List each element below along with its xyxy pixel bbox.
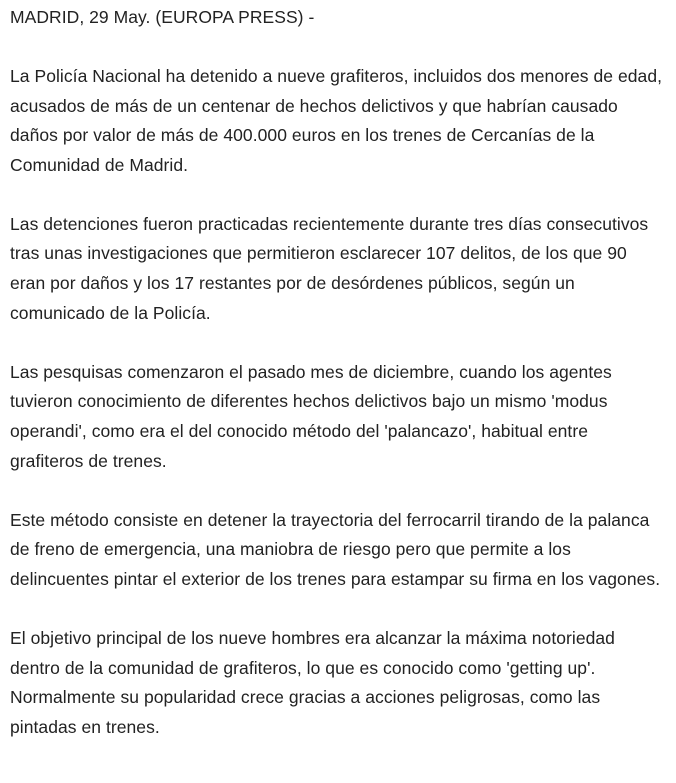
- article-paragraph: El objetivo principal de los nueve hombres era alcanzar la máxima notoriedad dentro de la comunidad de grafiteros, lo que es conocido como 'getting up'. Normalmente su popularidad crece gracias a acciones peligrosas, como las pintadas en trenes.: [10, 627, 615, 737]
- dateline: MADRID, 29 May. (EUROPA PRESS) -: [10, 7, 315, 27]
- article-paragraph: Las pesquisas comenzaron el pasado mes de diciembre, cuando los agentes tuvieron conocimiento de diferentes hechos delictivos bajo un mismo 'modus operandi', como era el del conocido método del 'palancazo', habitual entre grafiteros de trenes.: [10, 361, 612, 471]
- article-paragraph: Este método consiste en detener la trayectoria del ferrocarril tirando de la palanca de freno de emergencia, una maniobra de riesgo pero que permite a los delincuentes pintar el exterior de los trenes para estampar su firma en los vagones.: [10, 509, 661, 589]
- article-body: [0, 3, 676, 742]
- article-paragraph: La Policía Nacional ha detenido a nueve grafiteros, incluidos dos menores de edad, acusados de más de un centenar de hechos delictivos y que habrían causado daños por valor de más de 400.000 euros en los trenes de Cercanías de la Comunidad de Madrid.: [10, 66, 663, 175]
- article-paragraph: Las detenciones fueron practicadas recientemente durante tres días consecutivos tras unas investigaciones que permitieron esclarecer 107 delitos, de los que 90 eran por daños y los 17 restantes por de desórdenes públicos, según un comunicado de la Policía.: [10, 213, 649, 323]
